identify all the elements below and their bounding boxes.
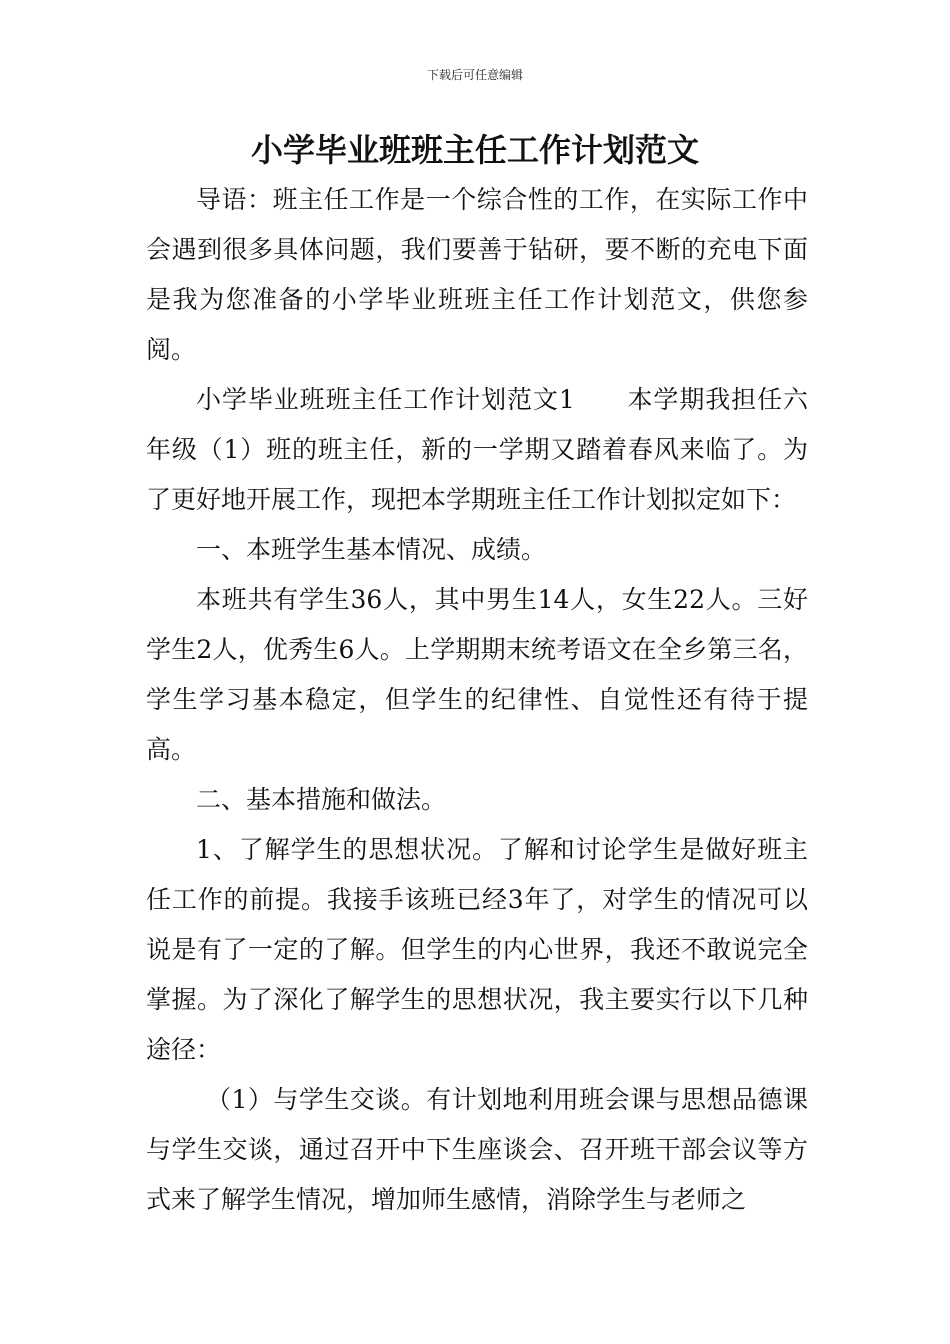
paragraph-intro: 导语：班主任工作是一个综合性的工作，在实际工作中会遇到很多具体问题，我们要善于钻研，要不断的充电下面是我为您准备的小学毕业班班主任工作计划范文，供您参阅。 [146, 185, 808, 364]
paragraph-understand-students: 1、了解学生的思想状况。了解和讨论学生是做好班主任工作的前提。我接手该班已经3年了，对学生的情况可以说是有了一定的了解。但学生的内心世界，我还不敢说完全掌握。为了深化了解学生的思想状况，我主要实行以下几种途径： [146, 835, 808, 1064]
paragraph-talk-with-students: （1）与学生交谈。有计划地利用班会课与思想品德课与学生交谈，通过召开中下生座谈会、召开班干部会议等方式来了解学生情况，增加师生感情，消除学生与老师之 [146, 1085, 808, 1214]
section-heading-1: 一、本班学生基本情况、成绩。 [196, 535, 547, 564]
document-body [146, 175, 808, 1225]
paragraph-plan-1: 小学毕业班班主任工作计划范文1 本学期我担任六年级（1）班的班主任，新的一学期又踏着春风来临了。为了更好地开展工作，现把本学期班主任工作计划拟定如下： [146, 385, 808, 514]
section-heading-2: 二、基本措施和做法。 [196, 785, 447, 814]
header-note: 下载后可任意编辑 [426, 68, 523, 82]
document-title: 小学毕业班班主任工作计划范文 [250, 131, 699, 169]
paragraph-class-info: 本班共有学生36人，其中男生14人，女生22人。三好学生2人，优秀生6人。上学期期末统考语文在全乡第三名，学生学习基本稳定，但学生的纪律性、自觉性还有待于提高。 [146, 585, 808, 764]
